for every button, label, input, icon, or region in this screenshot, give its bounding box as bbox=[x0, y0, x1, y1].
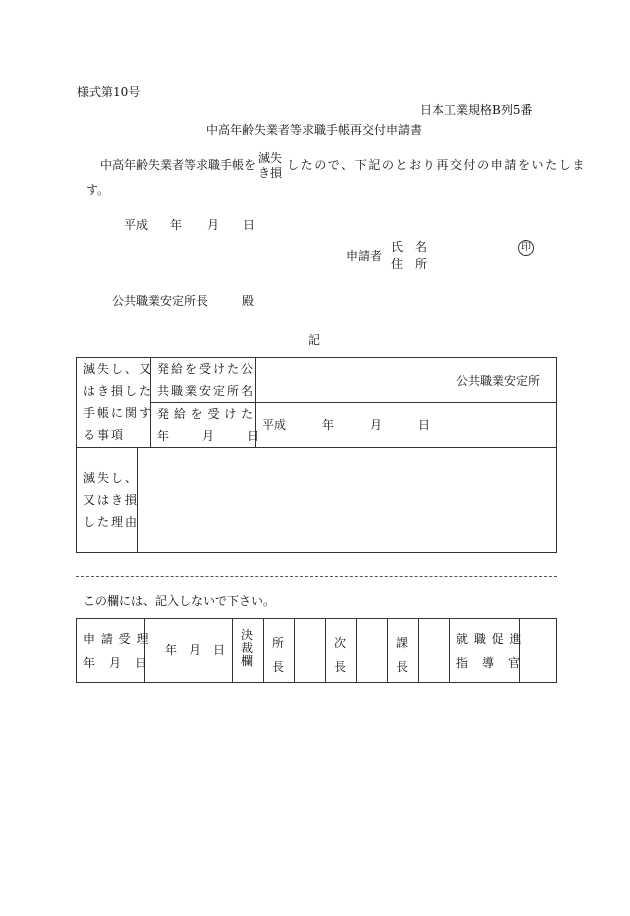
cut-line bbox=[76, 576, 557, 577]
date-era: 平成 bbox=[124, 218, 149, 232]
applicant-name-label: 氏 名 bbox=[391, 240, 428, 254]
divider bbox=[356, 618, 357, 683]
date-month: 月 bbox=[207, 218, 220, 232]
approval-label: 決裁欄 bbox=[240, 628, 253, 668]
reason-label: 滅失し、 又はき損 した理由 bbox=[83, 471, 140, 529]
applicant-address-label: 住 所 bbox=[391, 257, 428, 271]
paper-size: 日本工業規格B列5番 bbox=[420, 103, 533, 117]
divider bbox=[150, 402, 557, 403]
section-chief-label: 課長 bbox=[395, 636, 408, 674]
form-number: 様式第10号 bbox=[77, 85, 141, 99]
addressee-honorific: 殿 bbox=[242, 294, 255, 308]
divider bbox=[232, 618, 233, 683]
date-year: 年 bbox=[170, 218, 183, 232]
body-suffix: したので、下記のとおり再交付の申請をいたしま bbox=[287, 158, 586, 172]
issue-date-year[interactable]: 年 bbox=[322, 418, 335, 432]
divider bbox=[76, 447, 557, 448]
deputy-label: 次長 bbox=[333, 636, 346, 674]
addressee-office: 公共職業安定所長 bbox=[112, 294, 209, 308]
body-continuation: す。 bbox=[86, 183, 110, 197]
divider bbox=[263, 618, 264, 683]
divider bbox=[449, 618, 450, 683]
section-label: 滅失し、又 はき損した 手帳に関す る事項 bbox=[83, 362, 154, 442]
issue-date-label: 発 給 を 受 け た bbox=[157, 407, 254, 421]
office-use-note: この欄には、記入しないで下さい。 bbox=[83, 594, 276, 608]
issuing-office-label: 発給を受けた公 共職業安定所名 bbox=[157, 362, 256, 398]
officer-label: 就 職 促 進 指 導 官 bbox=[456, 632, 523, 670]
divider bbox=[325, 618, 326, 683]
issue-date-label-2: 年 月 日 bbox=[157, 429, 263, 443]
receipt-label: 申 請 受 理 年 月 日 bbox=[83, 632, 150, 670]
divider bbox=[294, 618, 295, 683]
receipt-date: 年 月 日 bbox=[165, 643, 226, 657]
issue-date-era: 平成 bbox=[262, 418, 287, 432]
applicant-label: 申請者 bbox=[346, 249, 383, 263]
divider bbox=[418, 618, 419, 683]
record-heading: 記 bbox=[308, 333, 321, 347]
issuing-office-value[interactable]: 公共職業安定所 bbox=[456, 374, 541, 388]
reason-field[interactable] bbox=[140, 450, 554, 550]
divider bbox=[387, 618, 388, 683]
page-title: 中高年齢失業者等求職手帳再交付申請書 bbox=[206, 123, 423, 137]
body-option-lost: 滅失 bbox=[258, 151, 283, 165]
issue-date-day[interactable]: 日 bbox=[418, 418, 431, 432]
director-label: 所長 bbox=[271, 636, 284, 674]
issue-date-month[interactable]: 月 bbox=[370, 418, 383, 432]
body-option-damaged: き損 bbox=[258, 166, 283, 180]
date-day: 日 bbox=[243, 218, 256, 232]
seal-mark: 印 bbox=[518, 240, 534, 256]
body-prefix: 中高年齢失業者等求職手帳を bbox=[100, 158, 257, 172]
